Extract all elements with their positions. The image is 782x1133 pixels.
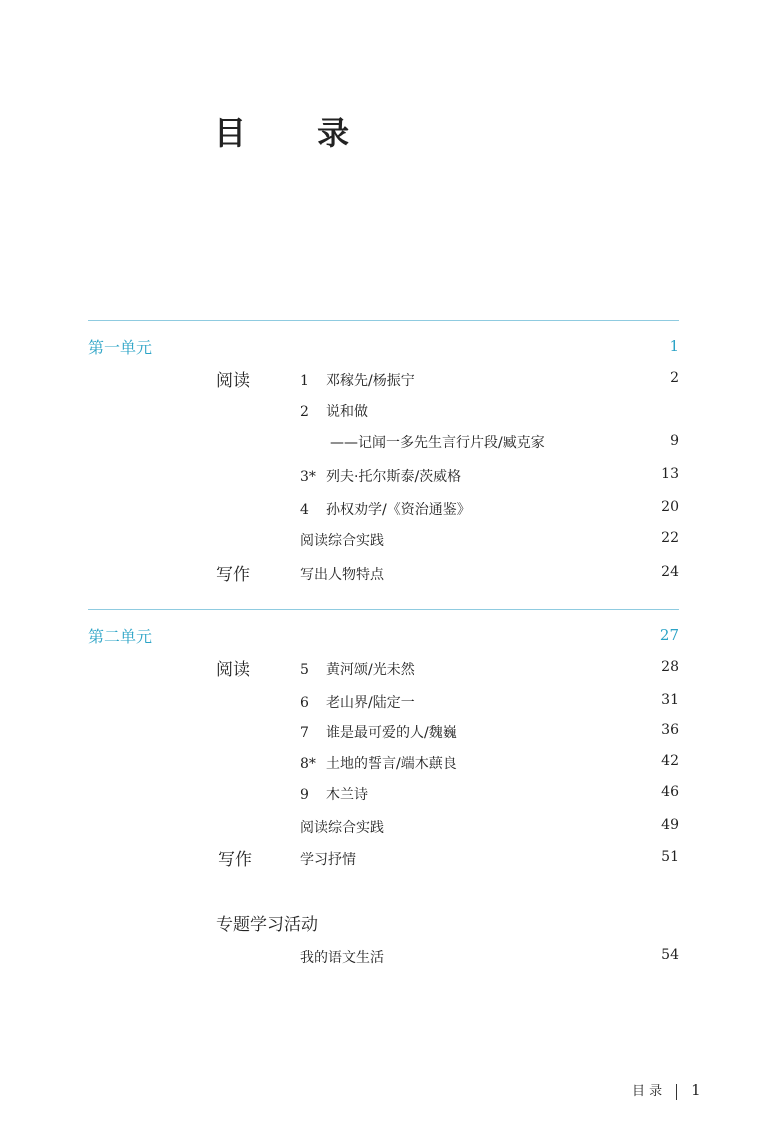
entry-page: 54 [661, 947, 679, 963]
toc-entry[interactable] [300, 530, 384, 550]
toc-entry[interactable] [300, 692, 415, 712]
entry-page: 20 [661, 499, 679, 515]
unit-divider [88, 320, 679, 321]
toc-entry[interactable] [300, 753, 457, 773]
entry-title: 孙权劝学/《资治通鉴》 [326, 502, 471, 518]
entry-title: 阅读综合实践 [300, 820, 384, 836]
toc-entry[interactable] [300, 947, 384, 967]
entry-title: 老山界/陆定一 [326, 695, 415, 711]
page-footer [632, 1080, 701, 1100]
entry-page: 42 [661, 753, 679, 769]
entry-title: 学习抒情 [300, 852, 356, 868]
toc-entry[interactable] [300, 370, 415, 390]
special-heading: 专题学习活动 [216, 915, 318, 935]
entry-page: 36 [661, 722, 679, 738]
unit-page-number: 1 [669, 337, 679, 355]
section-heading: 阅读 [216, 660, 250, 680]
entry-title: 邓稼先/杨振宁 [326, 373, 415, 389]
entry-title: 说和做 [326, 404, 368, 420]
entry-title: 木兰诗 [326, 787, 368, 803]
entry-title: 列夫·托尔斯泰/茨威格 [326, 469, 462, 485]
toc-entry[interactable] [300, 401, 368, 421]
entry-number: 9 [300, 787, 309, 803]
footer-page-number: 1 [691, 1081, 701, 1099]
entry-number: 5 [300, 662, 309, 678]
unit-divider [88, 609, 679, 610]
toc-entry[interactable] [300, 466, 461, 486]
entry-page: 24 [661, 564, 679, 580]
entry-number: 7 [300, 725, 309, 741]
footer-divider [676, 1084, 677, 1100]
entry-title: 我的语文生活 [300, 950, 384, 966]
entry-page: 49 [661, 817, 679, 833]
entry-page: 31 [661, 692, 679, 708]
entry-page: 28 [661, 659, 679, 675]
section-heading: 写作 [218, 850, 252, 870]
entry-number: 6 [300, 695, 309, 711]
unit-heading: 第二单元 [88, 627, 153, 646]
toc-entry-subtitle[interactable] [330, 432, 545, 452]
entry-number: 2 [300, 404, 309, 420]
toc-entry[interactable] [300, 722, 457, 742]
toc-entry[interactable] [300, 659, 415, 679]
section-heading: 写作 [216, 565, 250, 585]
toc-entry[interactable] [300, 817, 384, 837]
entry-title: 土地的誓言/端木蕻良 [326, 756, 457, 772]
entry-title: 谁是最可爱的人/魏巍 [326, 725, 457, 741]
toc-entry[interactable] [300, 499, 471, 519]
entry-page: 51 [661, 849, 679, 865]
entry-number: 4 [300, 502, 309, 518]
entry-page: 13 [661, 466, 679, 482]
entry-page: 2 [670, 370, 679, 386]
entry-page: 22 [661, 530, 679, 546]
page-title: 目 录 [214, 114, 380, 152]
toc-entry[interactable] [300, 784, 368, 804]
entry-number: 3* [300, 469, 316, 485]
entry-title: 写出人物特点 [300, 567, 384, 583]
toc-entry[interactable] [300, 849, 356, 869]
unit-heading: 第一单元 [88, 338, 153, 357]
section-heading: 阅读 [216, 371, 250, 391]
toc-entry[interactable] [300, 564, 384, 584]
footer-label: 目 录 [632, 1084, 663, 1099]
entry-title: 黄河颂/光未然 [326, 662, 415, 678]
entry-title: ——记闻一多先生言行片段/臧克家 [330, 435, 545, 451]
unit-page-number: 27 [659, 626, 679, 644]
entry-title: 阅读综合实践 [300, 533, 384, 549]
entry-page: 46 [661, 784, 679, 800]
entry-number: 1 [300, 373, 309, 389]
entry-page: 9 [670, 433, 679, 449]
entry-number: 8* [300, 756, 316, 772]
